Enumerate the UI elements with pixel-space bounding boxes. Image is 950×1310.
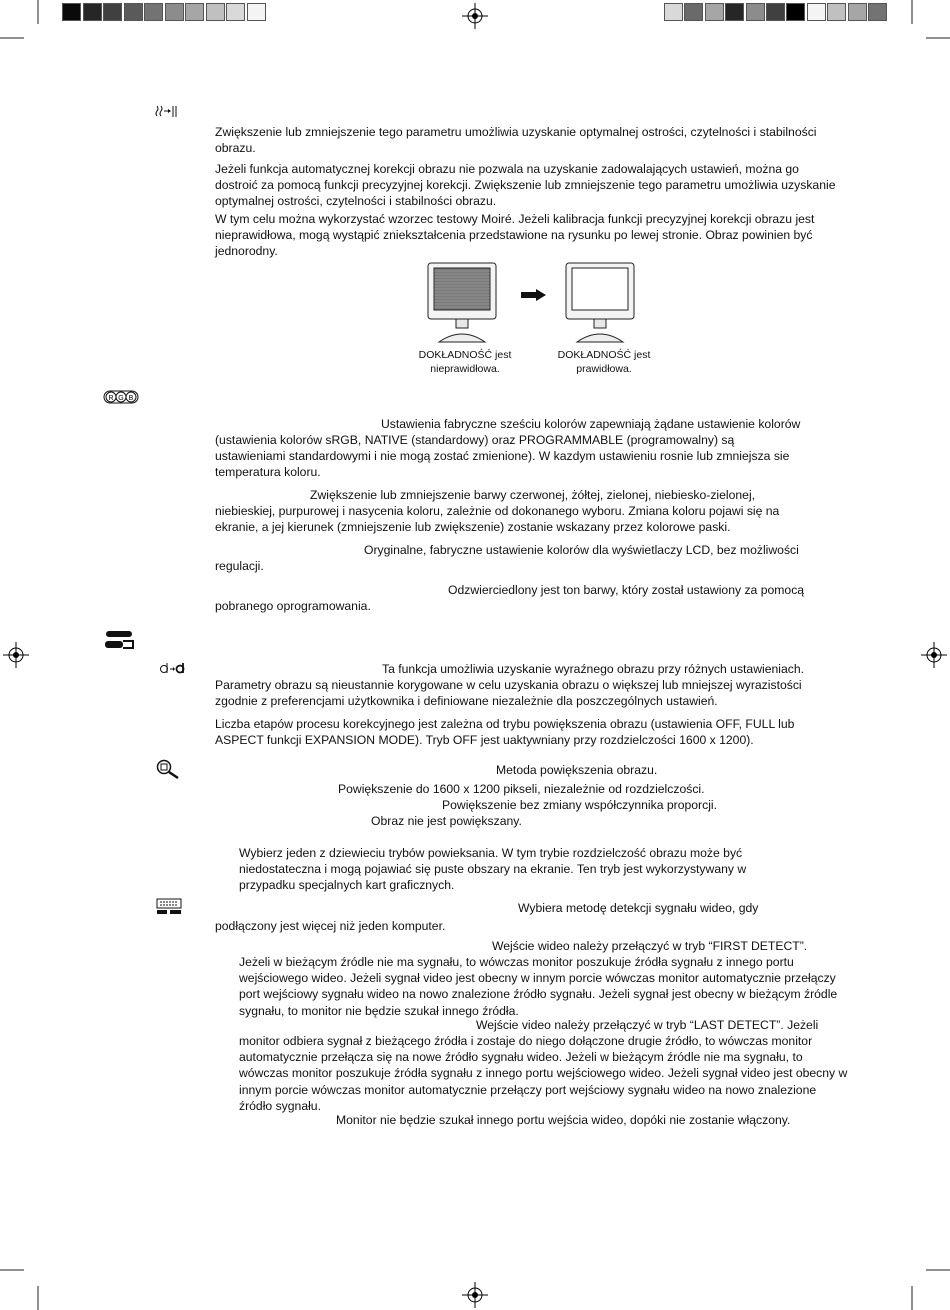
caption-correct — [539, 348, 669, 376]
expansion-off: Obraz nie jest powiększany. — [371, 814, 522, 828]
video-detect-icon — [156, 898, 184, 916]
expansion-aspect: Powiększenie bez zmiany współczynnika proporcji. — [442, 798, 718, 812]
sharpness-paragraph-2: Liczba etapów procesu korekcyjnego jest zależna od trybu powiększenia obrazu (ustawienia OFF, FULL lub ASPECT funkcji EXPANSION MODE). Tryb OFF jest uaktywniany przy rozdzielczości 1600 x 1200). — [215, 717, 795, 748]
detect-last-heading: Wejście video należy przełączyć w tryb “LAST DETECT”. Jeżeli — [476, 1018, 819, 1032]
fine-paragraph-1: Zwiększenie lub zmniejszenie tego parametru umożliwia uzyskanie optymalnej ostrości, czytelności i stabilności obrazu. — [215, 125, 817, 156]
registration-mark-right — [921, 642, 947, 668]
color-line-10: Odzwierciedlony jest ton barwy, który został ustawiony za pomocą — [448, 583, 805, 597]
color-line-6: niebieskiej, purpurowej i nasycenia koloru, zależnie od dokonanego wyboru. Zmiana koloru pojawi się na — [215, 504, 780, 518]
registration-mark-bottom — [462, 1282, 488, 1308]
sharpness-line-3: zgodnie z preferencjami użytkownika i definiowane niezależnie dla poszczególnych ustawień. — [215, 694, 718, 708]
registration-mark-left — [3, 642, 29, 668]
color-line-2: (ustawienia kolorów sRGB, NATIVE (standardowy) oraz PROGRAMMABLE (programowalny) są — [215, 433, 735, 447]
fine-paragraph-3: W tym celu można wykorzystać wzorzec testowy Moiré. Jeżeli kalibracja funkcji precyzyjnej korekcji obrazu jest nieprawidłowa, mogą wystąpić zniekształcenia przedstawione na rysunku po lewej stronie. Obraz powinien być jednorodny. — [215, 212, 815, 259]
color-line-9: regulacji. — [215, 559, 264, 573]
caption-incorrect — [400, 348, 530, 376]
detect-line-1: Wybiera metodę detekcji sygnału wideo, gdy — [518, 901, 759, 915]
registration-mark-top — [462, 3, 488, 29]
caption-incorrect-line-2: nieprawidłowa. — [430, 363, 500, 375]
fine-paragraph-2: Jeżeli funkcja automatycznej korekcji obrazu nie pozwala na uzyskanie zadowalających ustawień, można go dostroić za pomocą funkcji precyzyjnej korekcji. Zwiększenie lub zmniejszenie tego parametru umożliwia uzyskanie optymalnej ostrości, czytelności i stabilności obrazu. — [215, 162, 836, 209]
detect-line-2: podłączony jest więcej niż jeden komputer. — [215, 919, 446, 933]
monitor-correct-illustration — [565, 262, 637, 344]
color-line-4: temperatura koloru. — [215, 465, 321, 479]
caption-correct-line-1: DOKŁADNOŚĆ jest — [557, 349, 651, 361]
detect-last-body: monitor odbiera sygnał z bieżącego źródła i zostaje do niego dołączone drugie źródło, to wówczas monitor automatycznie przełącza się na nowe źródło sygnału wideo. Jeżeli w bieżącym źródle nie ma sygnału, to wówczas monitor poszukuje źródła sygnału z innego portu wejściowego wideo. Jeżeli sygnał video jest obecny w innym porcie wówczas monitor automatycznie przełączy port wejściowy sygnału wideo na nowo znalezione źródło sygnału. — [239, 1034, 848, 1113]
color-line-7: ekranie, a jej kierunek (zmniejszenie lub zwiększenie) zostanie wskazany przez kolorowe paski. — [215, 520, 731, 534]
expansion-full: Powiększenie do 1600 x 1200 pikseli, niezależnie od rozdzielczości. — [338, 782, 705, 796]
fine-tune-icon — [154, 104, 180, 118]
expansion-custom: Wybierz jeden z dziewieciu trybów powieksania. W tym trybie rozdzielczość obrazu może być niedostateczna i mogą pojawiać się puste obszary na ekranie. Ten tryb jest wykorzystywany w przypadku specjalnych kart graficznych. — [239, 846, 747, 893]
caption-correct-line-2: prawidłowa. — [576, 363, 632, 375]
detect-first-heading: Wejście wideo należy przełączyć w tryb “FIRST DETECT”. — [492, 939, 808, 953]
svg-text:B: B — [128, 395, 134, 402]
svg-text:G: G — [118, 395, 124, 402]
svg-text:R: R — [108, 395, 114, 402]
color-line-1: Ustawienia fabryczne sześciu kolorów zapewniają żądane ustawienie kolorów — [381, 417, 801, 431]
sharpness-line-1: Ta funkcja umożliwia uzyskanie wyraźnego obrazu przy różnych ustawieniach. — [382, 662, 805, 676]
sharpness-icon — [158, 660, 186, 676]
color-line-3: ustawieniami standardowymi i nie mogą zostać zmienione). W kazdym ustawieniu rosnie lub zmniejsza sie — [215, 449, 790, 463]
wrench-tools-icon — [103, 629, 135, 651]
detect-none: Monitor nie będzie szukał innego portu wejścia wideo, dopóki nie zostanie włączony. — [336, 1113, 791, 1127]
expansion-line-1: Metoda powiększenia obrazu. — [496, 763, 658, 777]
magnifier-icon — [156, 759, 182, 779]
color-line-5: Zwiększenie lub zmniejszenie barwy czerwonej, żółtej, zielonej, niebiesko-zielonej, — [310, 488, 756, 502]
color-line-8: Oryginalne, fabryczne ustawienie kolorów dla wyświetlaczy LCD, bez możliwości — [364, 543, 799, 557]
arrow-right-icon — [521, 289, 547, 301]
caption-incorrect-line-1: DOKŁADNOŚĆ jest — [418, 349, 512, 361]
rgb-icon — [103, 390, 139, 404]
monitor-moire-illustration — [427, 262, 499, 344]
color-line-11: pobranego oprogramowania. — [215, 599, 371, 613]
detect-first-body: Jeżeli w bieżącym źródle nie ma sygnału, to wówczas monitor poszukuje źródła sygnału z innego portu wejściowego wideo. Jeżeli sygnał video jest obecny w innym porcie wówczas monitor automatycznie przełączy port wejściowy sygnału wideo na nowo znalezione źródło sygnału. Jeżeli sygnał jest obecny w bieżącym źródle sygnału, to monitor nie będzie szukał innego źródła. — [239, 955, 838, 1018]
sharpness-line-2: Parametry obrazu są nieustannie korygowane w celu uzyskania obrazu o większej lub mniejszej wyrazistości — [215, 678, 802, 692]
